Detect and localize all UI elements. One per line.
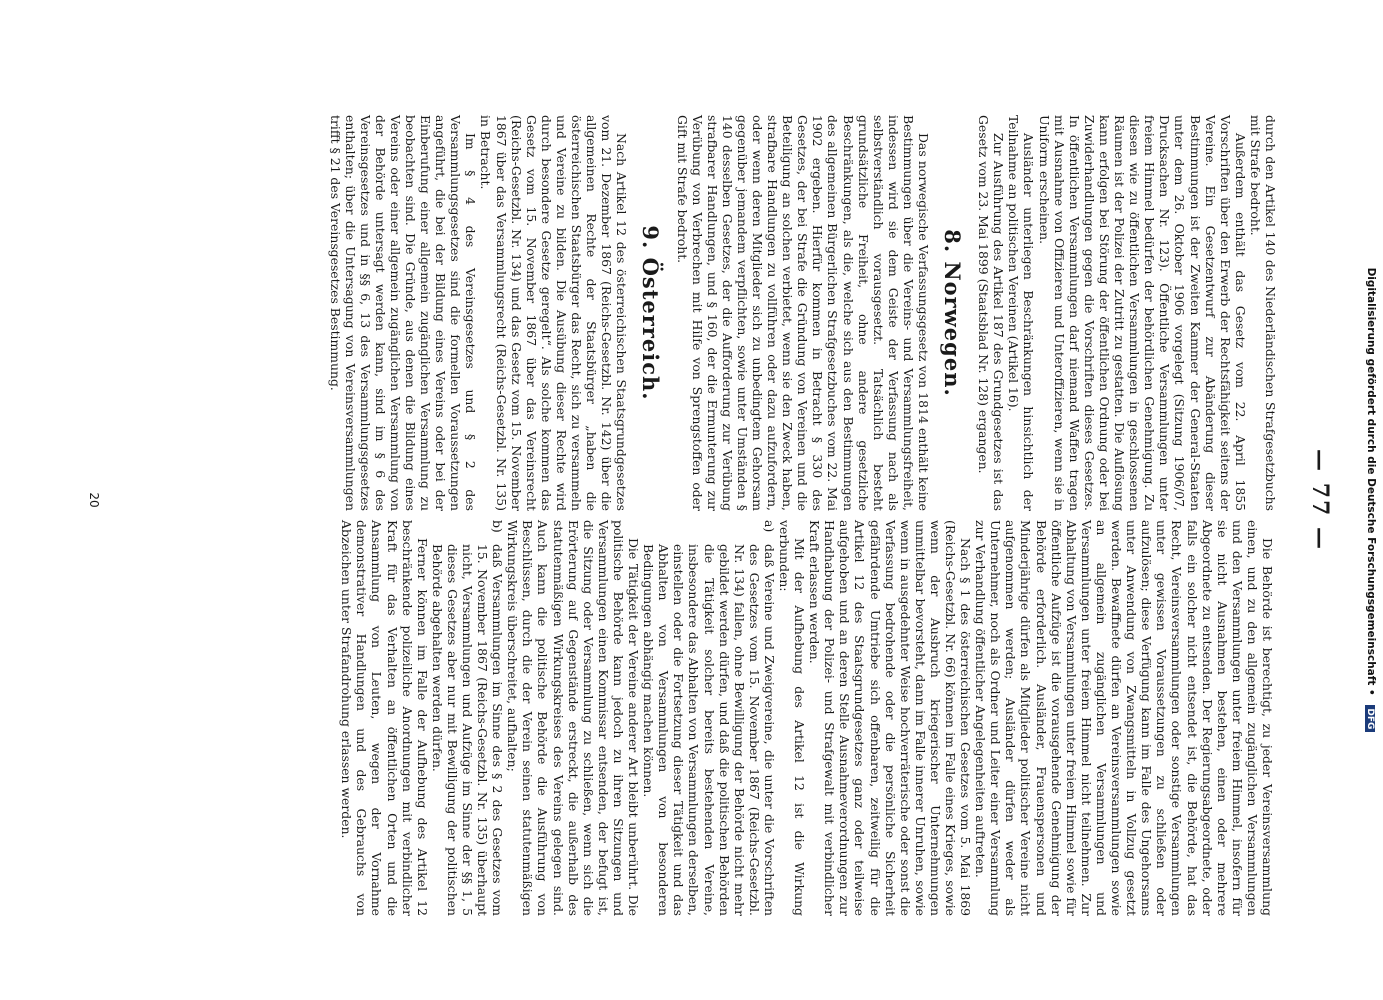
paragraph: Zur Ausführung des Artikel 187 des Grundgesetzes ist das Gesetz vom 23. Mai 1899 (Staatsblad Nr. 128) ergangen.	[976, 115, 1007, 511]
list-marker: b)	[490, 520, 506, 533]
credit-text: Digitalisierung gefördert durch die Deutsche Forschungsgemeinschaft •	[1365, 267, 1377, 696]
sheet-number: 20	[87, 492, 101, 508]
paragraph: Die Behörde ist berechtigt, zu jeder Vereinsversammlung einen, und zu den allgemein zugänglichen Versammlungen und den Versammlungen unter freiem Himmel, insofern für sie nicht Ausnahmen bestehen, einen oder mehrere Abgeordnete zu entsenden. Der Regierungsabgeordnete, oder falls ein solcher nicht entsendet ist, die Behörde, hat das Recht, Vereinsversammlungen oder sonstige Versammlungen unter gewissen Voraussetzungen zu schließen oder aufzulösen; diese Verfügung kann im Falle des Ungehorsams unter Anwendung von Zwangsmitteln in Vollzug gesetzt werden. Bewaffnete dürfen an Vereinsversammlungen sowie an allgemein zugänglichen Versammlungen und Versammlungen unter freiem Himmel nicht teilnehmen. Zur Abhaltung von Versammlungen unter freiem Himmel sowie für öffentliche Aufzüge ist die vorausgehende Genehmigung der Behörde erforderlich. Ausländer, Frauenspersonen und Minderjährige dürfen als Mitglieder politischer Vereine nicht aufgenommen werden; Ausländer dürfen weder als Unternehmer, noch als Ordner und Leiter einer Versammlung zur Verhandlung öffentlicher Angelegenheiten auftreten.	[973, 520, 1275, 916]
paragraph: Nach Artikel 12 des österreichischen Staatsgrundgesetzes vom 21. Dezember 1867 (Reichs-Gesetzbl. Nr. 142) über die allgemeinen Rechte der Staatsbürger „haben die österreichischen Staatsbürger das Recht, sich zu versammeln und Vereine zu bilden. Die Ausübung dieser Rechte wird durch besondere Gesetze geregelt“. Als solche kommen das Gesetz vom 15. November 1867 über das Vereinsrecht (Reichs-Gesetzbl. Nr. 134) und das Gesetz vom 15. November 1867 über das Versammlungsrecht (Reichs-Gesetzbl. Nr. 135) in Betracht.	[478, 115, 630, 511]
list-item-b	[430, 520, 505, 916]
paragraph: Ferner können im Falle der Aufhebung des Artikel 12 beschränkende polizeiliche Anordnungen mit verbindlicher Kraft für das Verhalten an öffentlichen Orten und die Ansammlung von Leuten, wegen der Vornahme demonstrativer Handlungen und des Gebrauchs von Abzeichen unter Strafandrohung erlassen werden.	[339, 520, 430, 916]
paragraph: Im § 4 des Vereinsgesetzes und § 2 des Versammlungsgesetzes sind die formellen Voraussetzungen angeführt, die bei der Bildung eines Vereins oder bei der Einberufung einer allgemein zugänglichen Versammlung zu beobachten sind. Die Gründe, aus denen die Bildung eines Vereins oder einer allgemein zugänglichen Versammlung von der Behörde untersagt werden kann, sind im § 6 des Vereinsgesetzes und in §§ 6, 13 des Versammlungsgesetzes enthalten; über die Untersagung von Vereinsversammlungen trifft § 21 des Vereinsgesetzes Bestimmung.	[327, 115, 479, 511]
paragraph: Mit der Aufhebung des Artikel 12 ist die Wirkung verbunden:	[777, 520, 808, 916]
paragraph: Die Tätigkeit der Vereine anderer Art bleibt unberührt. Die politische Behörde kann jedoch zu ihren Sitzungen und Versammlungen einen Kommissar entsenden, der befugt ist, die Sitzung oder Versammlung zu schließen, wenn sich die Erörterung auf Gegenstände erstreckt, die außerhalb des statutenmäßigen Wirkungskreises des Vereins gelegen sind. Auch kann die politische Behörde die Ausführung von Beschlüssen, durch die der Verein seinen statutenmäßigen Wirkungskreis überschreitet, aufhalten;	[505, 520, 642, 916]
section-heading-austria: 9. Österreich.	[638, 225, 664, 401]
list-item-text: daß Vereine und Zweigvereine, die unter die Vorschriften des Gesetzes vom 15. November 1867 (Reichs-Gesetzbl. Nr. 134) fallen, ohne Bewilligung der Behörde nicht mehr gebildet werden dürfen, und daß die politischen Behörden die Tätigkeit solcher bereits bestehenden Vereine, insbesondere das Abhalten von Versammlungen derselben, einstellen oder die Fortsetzung dieser Tätigkeit und das Abhalten von Versammlungen von besonderen Bedingungen abhängig machen können.	[641, 544, 777, 916]
section-heading-norway: 8. Norwegen.	[940, 229, 966, 397]
right-column	[120, 520, 1275, 916]
list-item-a	[641, 520, 777, 916]
paragraph: Ausländer unterliegen Beschränkungen hinsichtlich der Teilnahme an politischen Vereinen (Artikel 16).	[1006, 115, 1037, 511]
list-item-text: daß Versammlungen im Sinne des § 2 des Gesetzes vom 15. November 1867 (Reichs-Gesetzbl. Nr. 135) überhaupt nicht, Versammlungen und Aufzüge im Sinne der §§ 1, 5 dieses Gesetzes aber nur mit Bewilligung der politischen Behörde abgehalten werden dürfen.	[429, 544, 506, 916]
list-marker: a)	[761, 520, 777, 533]
left-column	[120, 115, 1278, 511]
digitization-credit	[1365, 0, 1377, 1000]
paragraph: Das norwegische Verfassungsgesetz von 1814 enthält keine Bestimmungen über die Vereins- und Versammlungsfreiheit, indessen wird sie dem Geiste der Verfassung nach als selbstverständlich vorausgesetzt. Tatsächlich besteht grundsätzliche Freiheit, ohne andere gesetzliche Beschränkungen, als die, welche sich aus den Bestimmungen des allgemeinen Bürgerlichen Strafgesetzbuches vom 22. Mai 1902 ergeben. Hierfür kommen in Betracht § 330 des Gesetzes, der bei Strafe die Gründung von Vereinen und die Beteiligung an solchen verbietet, wenn sie den Zweck haben, strafbare Handlungen zu vollführen oder dazu aufzufordern, oder wenn deren Mitglieder sich zu unbedingtem Gehorsam gegenüber jemandem verpflichten, sowie unter Umständen § 140 desselben Gesetzes, der die Aufforderung zur Verübung strafbarer Handlungen, und § 160, der die Ermunterung zur Verübung von Verbrechen mit Hilfe von Sprengstoffen oder Gift mit Strafe bedroht.	[674, 115, 932, 511]
dfg-logo: DFG	[1365, 705, 1375, 732]
paragraph: Außerdem enthält das Gesetz vom 22. April 1855 Vorschriften über den Erwerb der Rechtsfähigkeit seitens der Vereine. Ein Gesetzentwurf zur Abänderung dieser Bestimmungen ist der Zweiten Kammer der General-Staaten unter dem 26. Oktober 1906 vorgelegt (Sitzung 1906/07, Drucksachen Nr. 123). Öffentliche Versammlungen unter freiem Himmel bedürfen der behördlichen Genehmigung. Zu diesen wie zu öffentlichen Versammlungen in geschlossenen Räumen ist der Polizei der Zutritt zu gestatten. Die Auflösung kann erfolgen bei Störung der öffentlichen Ordnung oder bei Zuwiderhandlungen gegen die Vorschriften dieses Gesetzes. In öffentlichen Versammlungen darf niemand Waffen tragen mit Ausnahme von Offizieren und Unteroffizieren, wenn sie in Uniform erscheinen.	[1036, 115, 1248, 511]
paragraph: Nach § 1 des österreichischen Gesetzes vom 5. Mai 1869 (Reichs-Gesetzbl. Nr. 66) können im Falle eines Krieges, sowie wenn der Ausbruch kriegerischer Unternehmungen unmittelbar bevorsteht, dann im Falle innerer Unruhen, sowie wenn in ausgedehnter Weise hochverräterische oder sonst die Verfassung bedrohende oder die persönliche Sicherheit gefährdende Umtriebe sich offenbaren, zeitweilig für die Artikel 12 des Staatsgrundgesetzes ganz oder teilweise aufgehoben und an deren Stelle Ausnahmeverordnungen zur Handhabung der Polizei- und Strafgewalt mit verbindlicher Kraft erlassen werden.	[807, 520, 974, 916]
paragraph: durch den Artikel 140 des Niederländischen Strafgesetzbuchs mit Strafe bedroht.	[1247, 115, 1278, 511]
page-number: — 77 —	[1307, 449, 1333, 551]
